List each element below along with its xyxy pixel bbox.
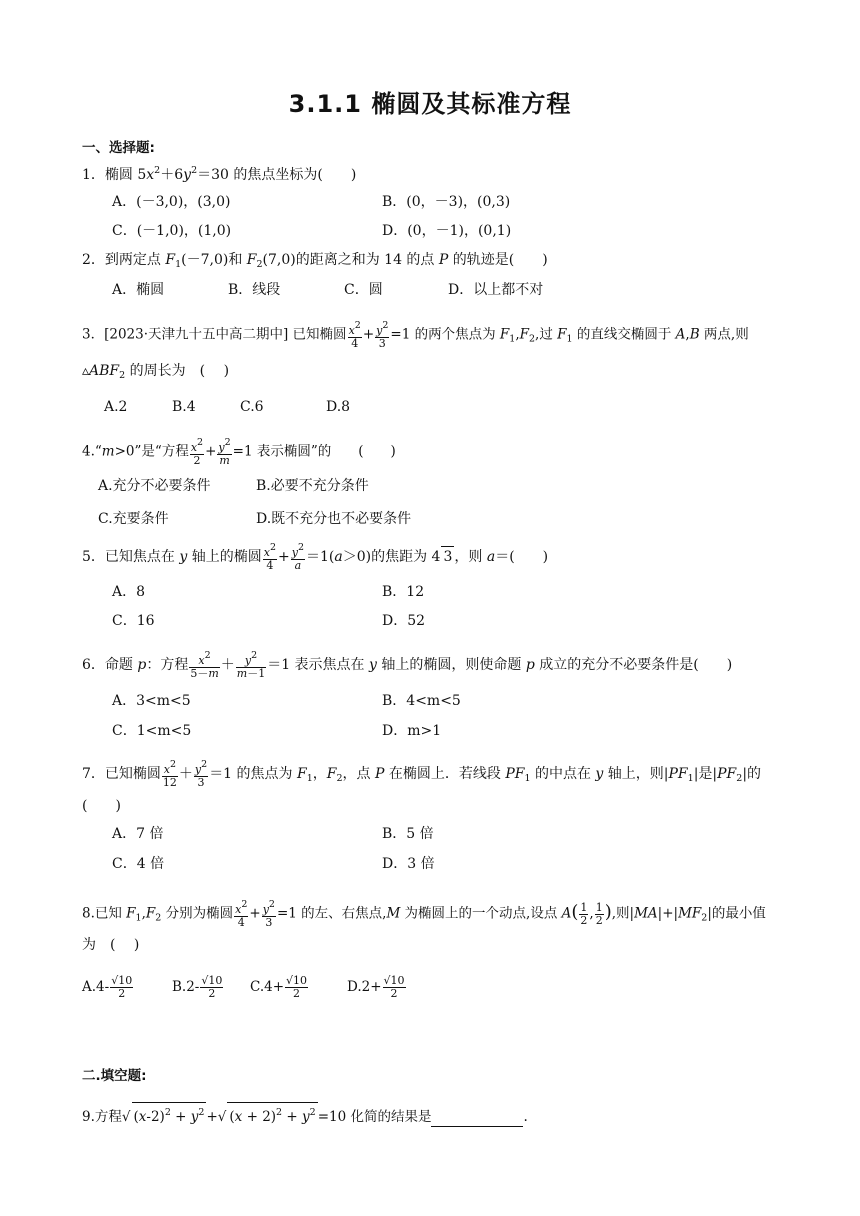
page-title: 3.1.1 椭圆及其标准方程 bbox=[288, 90, 572, 118]
q2-option-c[interactable]: C．圆 bbox=[344, 282, 383, 298]
question-8: 8.已知 $F_1,F_2$ 分别为椭圆 $\frac{x^2}{4}$ + $\frac{y^2}{3}$ =1 的左、右焦点,M 为椭圆上的一个动点,设点 A( $\frac{1}{2}$ , $\frac{1}{2}$ ),则$|MA|+|MF_2|$的最小值 bbox=[82, 899, 766, 929]
question-8-line2: 为 ( ) bbox=[82, 937, 140, 953]
question-3-line2: $▵ABF_2$ 的周长为 ( ) bbox=[82, 363, 230, 381]
question-5: 5．已知焦点在 y 轴上的椭圆 $\frac{x^2}{4}$ + $\frac{y^2}{a}$ ＝1(a＞0)的焦距为 4 3 ，则 a＝( ) bbox=[82, 542, 549, 572]
q2-option-d[interactable]: D．以上都不对 bbox=[448, 282, 544, 298]
q8-option-c[interactable]: C.4+ $\frac{√10}{2}$ bbox=[250, 974, 308, 1000]
q2-option-b[interactable]: B．线段 bbox=[228, 282, 281, 298]
answer-blank[interactable] bbox=[431, 1112, 523, 1127]
q8-option-b[interactable]: B.2- $\frac{√10}{2}$ bbox=[172, 974, 223, 1000]
q7-option-c[interactable]: C．4 倍 bbox=[112, 856, 165, 872]
q3-option-c[interactable]: C.6 bbox=[240, 399, 264, 415]
section-heading-fill: 二.填空题: bbox=[82, 1068, 147, 1084]
section-heading-choice: 一、选择题: bbox=[82, 140, 155, 156]
q7-option-d[interactable]: D．3 倍 bbox=[382, 856, 435, 872]
q1-option-d[interactable]: D．(0，－1)，(0,1) bbox=[382, 223, 512, 239]
question-7: 7．已知椭圆 $\frac{x^2}{12}$ ＋ $\frac{y^2}{3}$ ＝1 的焦点为 $F_1$，$F_2$，点 P 在椭圆上．若线段 $PF_1$ 的中点在 y 轴上，则$|PF_1|$是$|PF_2|$的 bbox=[82, 759, 762, 789]
q6-option-c[interactable]: C．1<m<5 bbox=[112, 723, 192, 739]
q5-option-d[interactable]: D．52 bbox=[382, 613, 426, 629]
q1-option-a[interactable]: A．(－3,0)，(3,0) bbox=[112, 194, 231, 210]
q1-option-b[interactable]: B．(0，－3)，(0,3) bbox=[382, 194, 511, 210]
question-6: 6．命题 p：方程 $\frac{x^2}{5-m}$ ＋ $\frac{y^2}{m-1}$ ＝1 表示焦点在 y 轴上的椭圆，则使命题 p 成立的充分不必要条件是( ) bbox=[82, 650, 733, 680]
q5-option-b[interactable]: B．12 bbox=[382, 584, 425, 600]
q1-option-c[interactable]: C．(－1,0)，(1,0) bbox=[112, 223, 232, 239]
q4-option-c[interactable]: C.充要条件 bbox=[98, 511, 169, 527]
question-3: 3．[2023·天津九十五中高二期中] 已知椭圆 $\frac{x^2}{4}$ + $\frac{y^2}{3}$ =1 的两个焦点为 $F_1,F_2$,过 $F_1$ 的直线交椭圆于 A,B 两点,则 bbox=[82, 320, 749, 350]
q3-option-a[interactable]: A.2 bbox=[104, 399, 128, 415]
q7-option-a[interactable]: A．7 倍 bbox=[112, 826, 164, 842]
q4-option-d[interactable]: D.既不充分也不必要条件 bbox=[256, 511, 412, 527]
q6-option-b[interactable]: B．4<m<5 bbox=[382, 693, 461, 709]
q6-option-d[interactable]: D．m>1 bbox=[382, 723, 442, 739]
q4-option-a[interactable]: A.充分不必要条件 bbox=[98, 478, 211, 494]
q2-option-a[interactable]: A．椭圆 bbox=[112, 282, 165, 298]
q3-option-d[interactable]: D.8 bbox=[326, 399, 351, 415]
question-7-line2: ( ) bbox=[82, 798, 121, 814]
q6-option-a[interactable]: A．3<m<5 bbox=[112, 693, 191, 709]
question-9: 9.方程√ $(x-2)^2 + y^2$ +√ $(x + 2)^2 + y^2 =10$ 化简的结果是 . bbox=[82, 1102, 528, 1127]
question-4: 4.“m>0”是“方程 $\frac{x^2}{2}$ + $\frac{y^2}{m}$ =1 表示椭圆”的 ( ) bbox=[82, 437, 396, 467]
q5-option-a[interactable]: A．8 bbox=[112, 584, 146, 600]
q8-option-d[interactable]: D.2+ $\frac{√10}{2}$ bbox=[347, 974, 405, 1000]
q4-option-b[interactable]: B.必要不充分条件 bbox=[256, 478, 369, 494]
q8-option-a[interactable]: A.4- $\frac{√10}{2}$ bbox=[82, 974, 133, 1000]
question-2: 2．到两定点 $F_1(-7,0)$和 $F_2(7,0)$的距离之和为 14 的点 P 的轨迹是( ) bbox=[82, 252, 548, 270]
question-1: 1．椭圆 $5x^2+6y^2=30$ 的焦点坐标为( ) bbox=[82, 165, 357, 183]
q3-option-b[interactable]: B.4 bbox=[172, 399, 196, 415]
q5-option-c[interactable]: C．16 bbox=[112, 613, 155, 629]
q7-option-b[interactable]: B．5 倍 bbox=[382, 826, 434, 842]
